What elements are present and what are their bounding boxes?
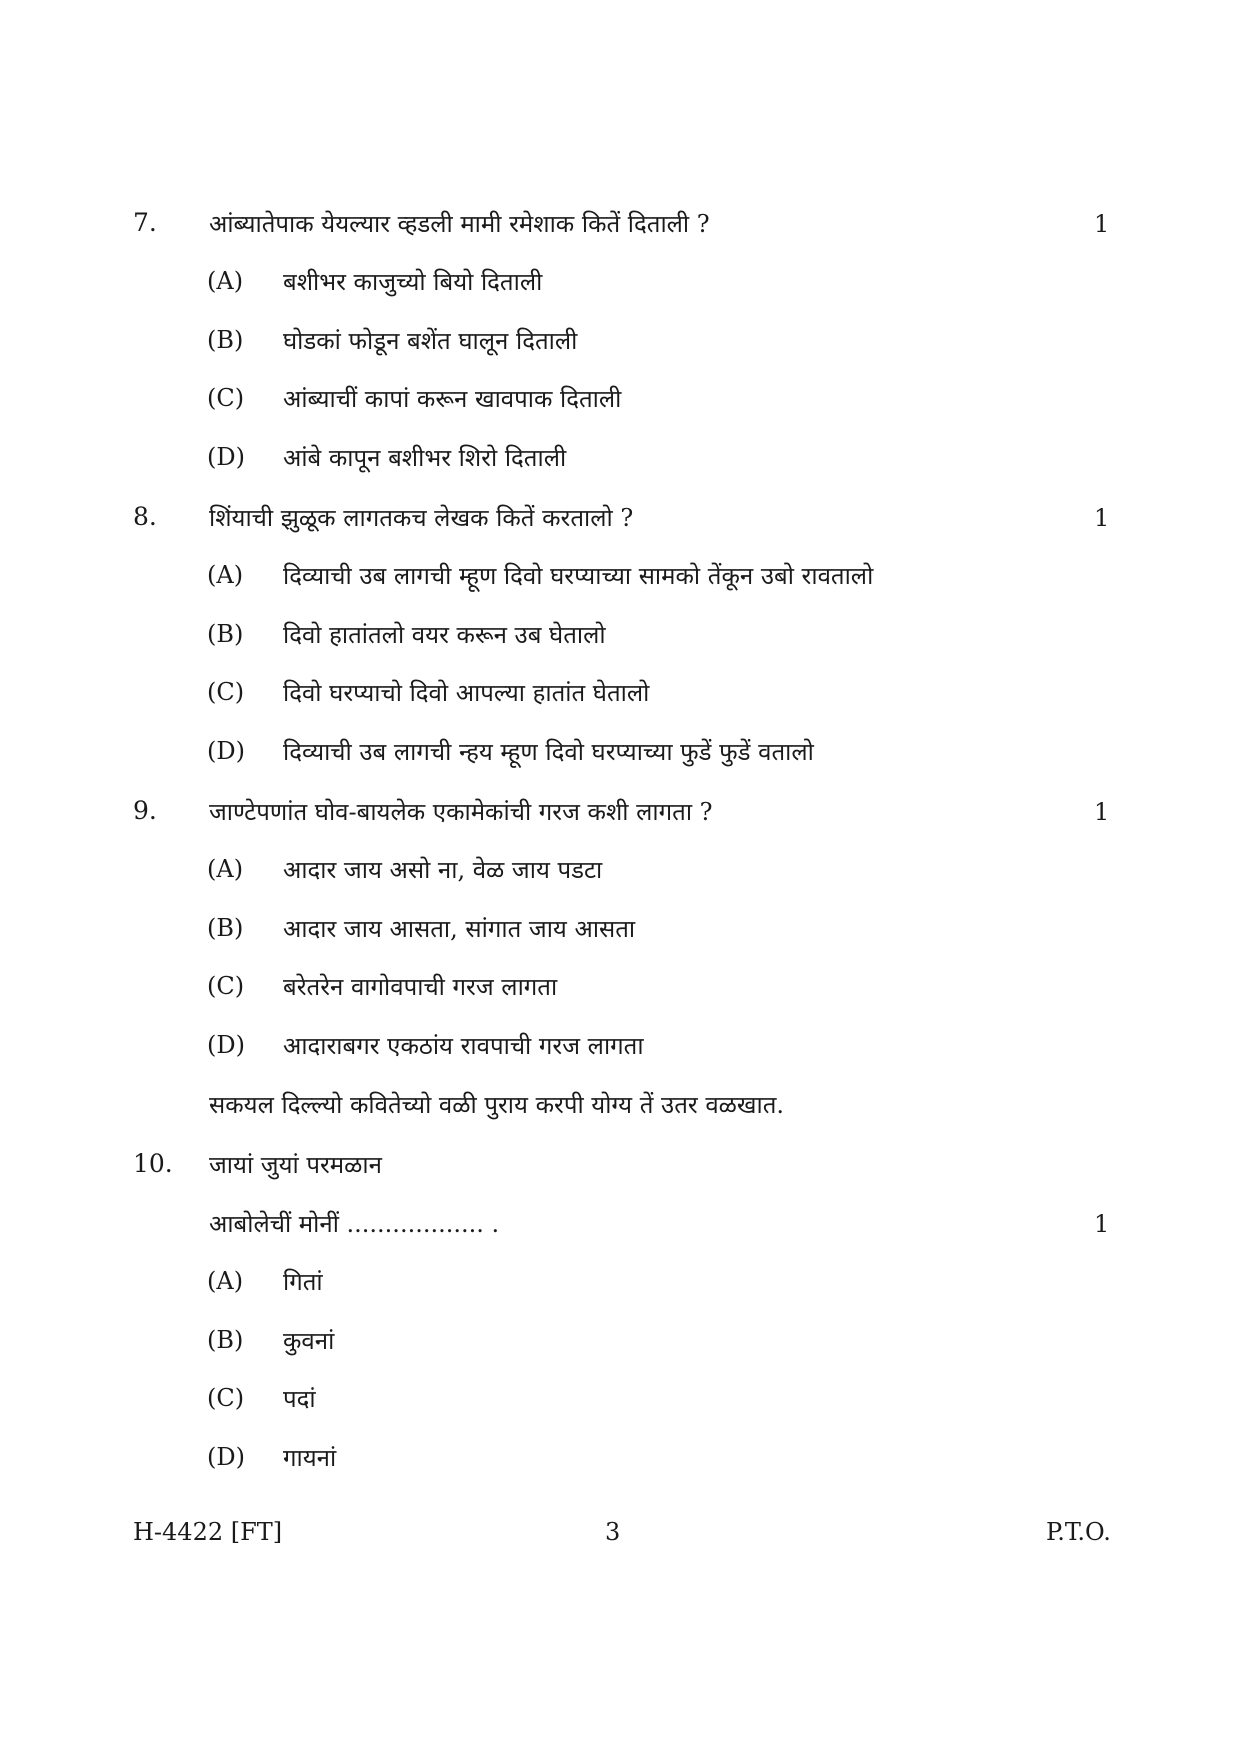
option-label: (C) bbox=[207, 972, 245, 1000]
question-number: 8. bbox=[133, 502, 157, 531]
option-text: दिवो हातांतलो वयर करून उब घेतालो bbox=[283, 621, 606, 649]
option-label: (C) bbox=[207, 678, 245, 706]
option-text: पदां bbox=[283, 1385, 316, 1413]
question-number: 9. bbox=[133, 796, 157, 825]
option-label: (A) bbox=[207, 267, 244, 295]
question-marks: 1 bbox=[1094, 210, 1110, 238]
option-label: (B) bbox=[207, 1326, 244, 1354]
option-label: (A) bbox=[207, 561, 244, 589]
option-label: (D) bbox=[207, 1443, 245, 1471]
please-turn-over: P.T.O. bbox=[1046, 1518, 1111, 1546]
option-text: गायनां bbox=[283, 1444, 337, 1472]
option-label: (B) bbox=[207, 914, 244, 942]
option-label: (A) bbox=[207, 1267, 244, 1295]
question-marks: 1 bbox=[1094, 504, 1110, 532]
option-text: कुवनां bbox=[283, 1327, 335, 1355]
question-text: जाण्टेपणांत घोव-बायलेक एकामेकांची गरज कशी लागता ? bbox=[209, 798, 713, 826]
option-label: (B) bbox=[207, 326, 244, 354]
option-label: (D) bbox=[207, 737, 245, 765]
option-text: बरेतरेन वागोवपाची गरज लागता bbox=[283, 973, 558, 1001]
option-label: (C) bbox=[207, 1384, 245, 1412]
option-text: बशीभर काजुच्यो बियो दिताली bbox=[283, 268, 543, 296]
option-text: आदार जाय असो ना, वेळ जाय पडटा bbox=[283, 856, 603, 884]
page-number: 3 bbox=[605, 1518, 621, 1546]
poem-line-2-blank: आबोलेचीं मोनीं .................. . bbox=[209, 1210, 500, 1238]
option-text: दिव्याची उब लागची न्हय म्हूण दिवो घरप्याच्या फुडें फुडें वतालो bbox=[283, 738, 814, 766]
option-text: घोडकां फोडून बशेंत घालून दिताली bbox=[283, 327, 578, 355]
option-text: आंबे कापून बशीभर शिरो दिताली bbox=[283, 444, 567, 472]
question-marks: 1 bbox=[1094, 1210, 1110, 1238]
question-number: 7. bbox=[133, 208, 157, 237]
option-label: (D) bbox=[207, 443, 245, 471]
question-marks: 1 bbox=[1094, 798, 1110, 826]
option-text: आदार जाय आसता, सांगात जाय आसता bbox=[283, 915, 636, 943]
option-text: आंब्याचीं कापां करून खावपाक दिताली bbox=[283, 385, 622, 413]
option-text: आदाराबगर एकठांय रावपाची गरज लागता bbox=[283, 1032, 644, 1060]
option-label: (A) bbox=[207, 855, 244, 883]
question-text: शिंयाची झुळूक लागतकच लेखक कितें करतालो ? bbox=[209, 504, 634, 532]
question-text: आंब्यातेपाक येयल्यार व्हडली मामी रमेशाक कितें दिताली ? bbox=[209, 210, 710, 238]
question-number: 10. bbox=[133, 1149, 173, 1178]
paper-code: H-4422 [FT] bbox=[133, 1518, 283, 1546]
option-label: (B) bbox=[207, 620, 244, 648]
instruction-text: सकयल दिल्ल्यो कवितेच्यो वळी पुराय करपी योग्य तें उतर वळखात. bbox=[209, 1091, 785, 1119]
option-text: गितां bbox=[283, 1268, 323, 1296]
option-text: दिव्याची उब लागची म्हूण दिवो घरप्याच्या सामको तेंकून उबो रावतालो bbox=[283, 562, 874, 590]
poem-line-1: जायां जुयां परमळान bbox=[209, 1151, 382, 1179]
option-label: (C) bbox=[207, 384, 245, 412]
option-text: दिवो घरप्याचो दिवो आपल्या हातांत घेतालो bbox=[283, 679, 650, 707]
option-label: (D) bbox=[207, 1031, 245, 1059]
